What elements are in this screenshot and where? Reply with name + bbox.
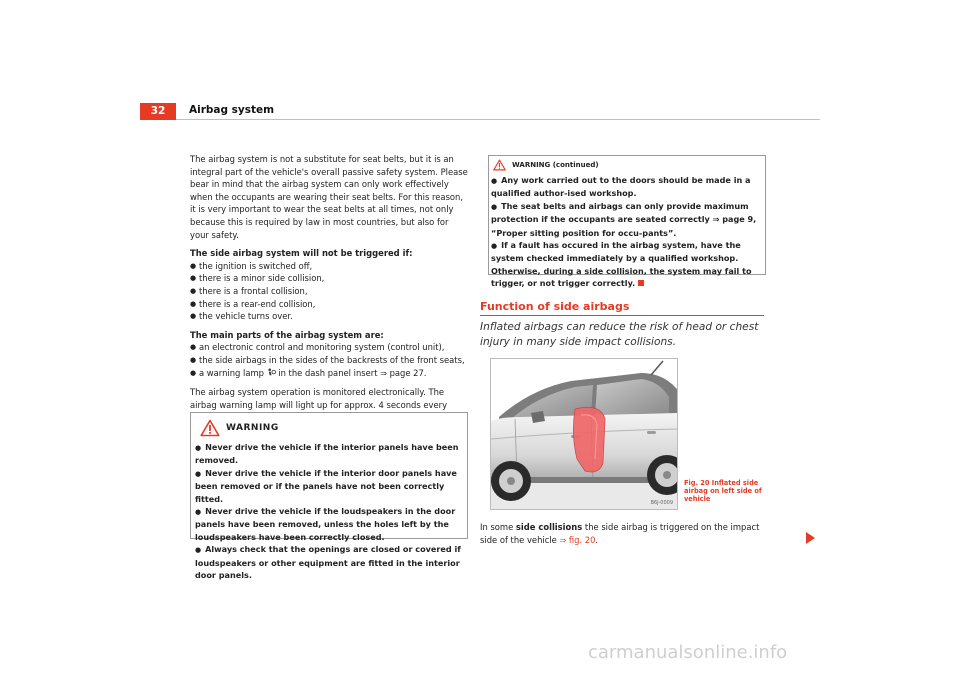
warning-header [200,419,467,437]
intro-paragraph: The airbag system is not a substitute for seat belts, but it is an integral part of the vehicle's overall passive safety system. Please bear in mind that the airbag system can only work effectively when the occupants are wearing their seat belts. For this reason, it is very important to wear the seat belts at all times, not only because this is required by law in most countries, but also for your safety. [190,154,468,240]
warning-item: ● Always check that the openings are closed or covered if loudspeakers or other equipment are fitted in the interior door panels. [195,544,461,581]
figure-ref-link[interactable]: fig. 20 [568,534,596,545]
header-divider [176,119,820,120]
warning-triangle-icon [493,159,506,171]
end-mark-icon [638,280,644,286]
list-item: ● an electronic control and monitoring system (control unit), [190,341,468,354]
list-item: ● there is a minor side collision, [190,272,468,285]
warning-item: ● The seat belts and airbags can only provide maximum protection if the occupants are seated correctly ⇒ page 9, “Proper sitting position for occu-pants”. [491,200,757,238]
airbag-lamp-icon [267,368,276,377]
page-ref-link[interactable]: page 9, “Proper sitting position for occu-pants”. [491,214,757,238]
left-column [190,153,468,430]
arrow-icon: ⇒ [559,535,567,545]
page-title: Airbag system [189,104,275,116]
warning-item: ● Never drive the vehicle if the interior panels have been removed. [195,442,459,466]
section-divider [480,315,764,316]
section-title: Function of side airbags [480,300,630,313]
warning-box [190,412,468,581]
warning-item: ● Never drive the vehicle if the loudspeakers in the door panels have been removed, unless the holes left by the loudspeakers have been correctly closed. [195,506,456,542]
page-ref-link[interactable]: page 27. [389,367,427,378]
main-parts-list [190,341,468,380]
warning-list [195,441,461,581]
next-page-arrow-icon[interactable] [806,532,815,544]
list-item: ● the side airbags in the sides of the backrests of the front seats, [190,354,468,367]
arrow-icon: ⇒ [380,368,387,378]
figure-caption: Fig. 20 Inflated side airbag on left side of vehicle [684,479,762,503]
list-item: ● there is a rear-end collision, [190,298,468,311]
warning-continued-title: WARNING (continued) [512,161,599,169]
warning-item: ● Any work carried out to the doors should be made in a qualified author-ised workshop. [491,175,751,199]
figure-code: B6J-0009 [650,500,673,506]
page-number: 32 [150,105,166,117]
closing-paragraph: In some side collisions the side airbag is triggered on the impact side of the vehicle ⇒ fig. 20. [480,522,760,545]
warning-item: ● If a fault has occured in the airbag system, have the system checked immediately by a qualified workshop. Otherwise, during a side collision, the system may fail to trigger, or not trigger correctly. [491,240,752,289]
list-item [190,367,468,381]
figure-side-airbag [490,358,678,510]
warning-continued-list [491,174,759,290]
not-triggered-heading: The side airbag system will not be triggered if: [190,248,413,259]
warning-continued-box [488,155,766,289]
list-item: ● the vehicle turns over. [190,310,468,323]
warning-triangle-icon [200,419,220,437]
warning-title: WARNING [226,423,279,433]
main-parts-heading: The main parts of the airbag system are: [190,329,384,340]
warning-item: ● Never drive the vehicle if the interior door panels have been removed or if the panels have not been correctly fitted. [195,467,457,504]
arrow-icon: ⇒ [712,215,720,225]
monitoring-paragraph: The airbag system operation is monitored electronically. The airbag warning lamp will light up for approx. 4 seconds every [190,387,448,410]
car-illustration [491,359,677,509]
not-triggered-list [190,260,468,323]
lamp-text-post: in the dash panel insert [275,367,381,378]
side-collisions-term: side collisions [515,522,583,532]
list-item: ● the ignition is switched off, [190,260,468,273]
watermark: carmanualsonline.info [588,642,788,663]
lamp-text-pre: a warning lamp [199,367,267,378]
section-subtitle: Inflated airbags can reduce the risk of head or chest injury in many side impact collisions. [480,321,759,348]
list-item: ● there is a frontal collision, [190,285,468,298]
warning-continued-header [493,159,765,171]
